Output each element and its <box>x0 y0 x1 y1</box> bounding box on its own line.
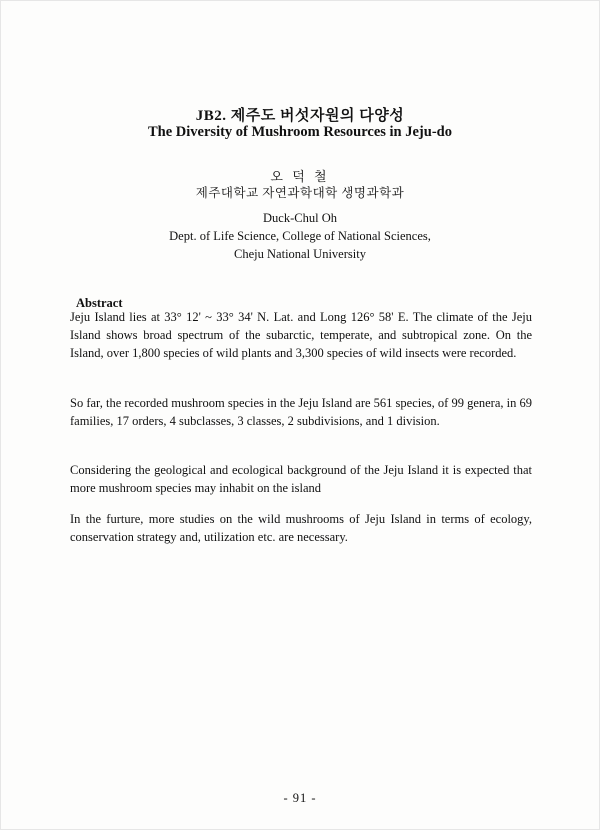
abstract-paragraph-2: So far, the recorded mushroom species in the Jeju Island are 561 species, of 99 genera, in 69 families, 17 orders, 4 subclasses, 3 classes, 2 subdivisions, and 1 division. <box>70 396 532 428</box>
abstract-paragraph-1: Jeju Island lies at 33° 12' ~ 33° 34' N. Lat. and Long 126° 58' E. The climate of the Jeju Island shows broad spectrum of the subarctic, temperate, and subtropical zone. On the Island, over 1,800 species of wild plants and 3,300 species of wild insects were recorded. <box>70 310 532 360</box>
title-korean: JB2. 제주도 버섯자원의 다양성 <box>195 108 405 124</box>
abstract-paragraph-3: Considering the geological and ecological background of the Jeju Island it is expected that more mushroom species may inhabit on the island <box>70 463 532 495</box>
title-english: The Diversity of Mushroom Resources in Jeju-do <box>148 124 452 140</box>
abstract-paragraph-4: In the furture, more studies on the wild mushrooms of Jeju Island in terms of ecology, conservation strategy and, utilization etc. are necessary. <box>70 512 532 544</box>
author-name-korean: 오 덕 철 <box>270 169 330 184</box>
abstract-heading: Abstract <box>76 296 123 310</box>
author-affiliation-korean: 제주대학교 자연과학대학 생명과학과 <box>195 186 405 200</box>
author-affiliation-english-line2: Cheju National University <box>234 247 366 261</box>
author-affiliation-english-line1: Dept. of Life Science, College of National Sciences, <box>169 229 431 243</box>
page-number: - 91 - <box>283 791 317 805</box>
author-name-english: Duck-Chul Oh <box>263 211 337 225</box>
